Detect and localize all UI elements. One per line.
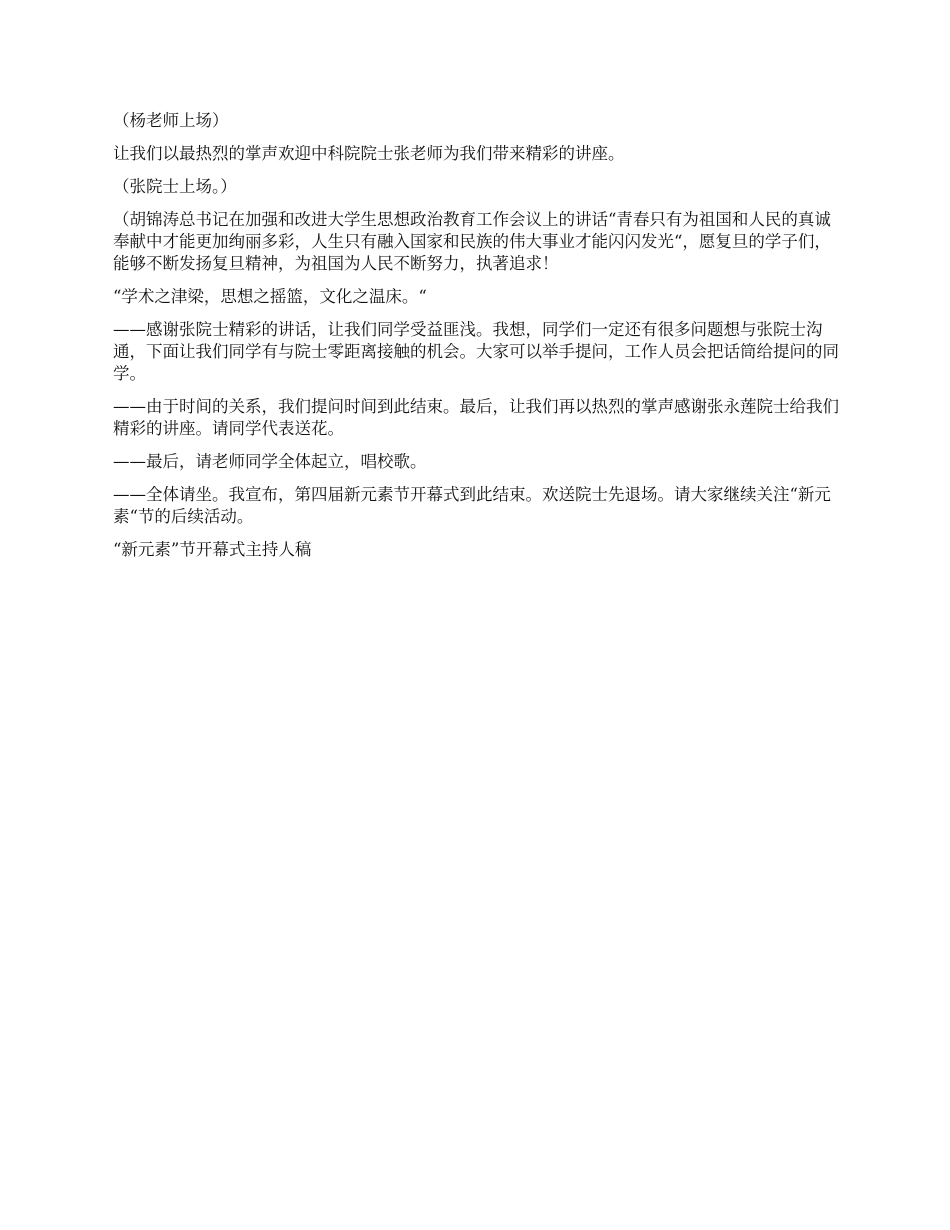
stage-direction-zhang: （张院士上场。） [113, 177, 237, 196]
school-song-paragraph: ——最后，请老师同学全体起立，唱校歌。 [113, 452, 427, 471]
welcome-speech: 让我们以最热烈的掌声欢迎中科院院士张老师为我们带来精彩的讲座。 [113, 144, 625, 163]
document-title-footer: “新元素”节开幕式主持人稿 [113, 540, 312, 559]
quote-paragraph: （胡锦涛总书记在加强和改进大学生思想政治教育工作会议上的讲话“青春只有为祖国和人民的真诚奉献中才能更加绚丽多彩，人生只有融入国家和民族的伟大事业才能闪闪发光“，愿复旦的学子们，能够不断发扬复旦精神，为祖国为人民不断努力，执著追求！ [113, 210, 831, 273]
closing-qa-paragraph: ——由于时间的关系，我们提问时间到此结束。最后，让我们再以热烈的掌声感谢张永莲院士给我们精彩的讲座。请同学代表送花。 [113, 397, 839, 438]
stage-direction-yang: （杨老师上场） [113, 111, 229, 130]
thanks-paragraph: ——感谢张院士精彩的讲话，让我们同学受益匪浅。我想，同学们一定还有很多问题想与张院士沟通，下面让我们同学有与院士零距离接触的机会。大家可以举手提问，工作人员会把话筒给提问的同学。 [113, 320, 839, 383]
closing-announcement-paragraph: ——全体请坐。我宣布，第四届新元素节开幕式到此结束。欢送院士先退场。请大家继续关注“新元素“节的后续活动。 [113, 485, 831, 526]
motto-paragraph: “学术之津梁，思想之摇篮，文化之温床。“ [113, 287, 427, 306]
